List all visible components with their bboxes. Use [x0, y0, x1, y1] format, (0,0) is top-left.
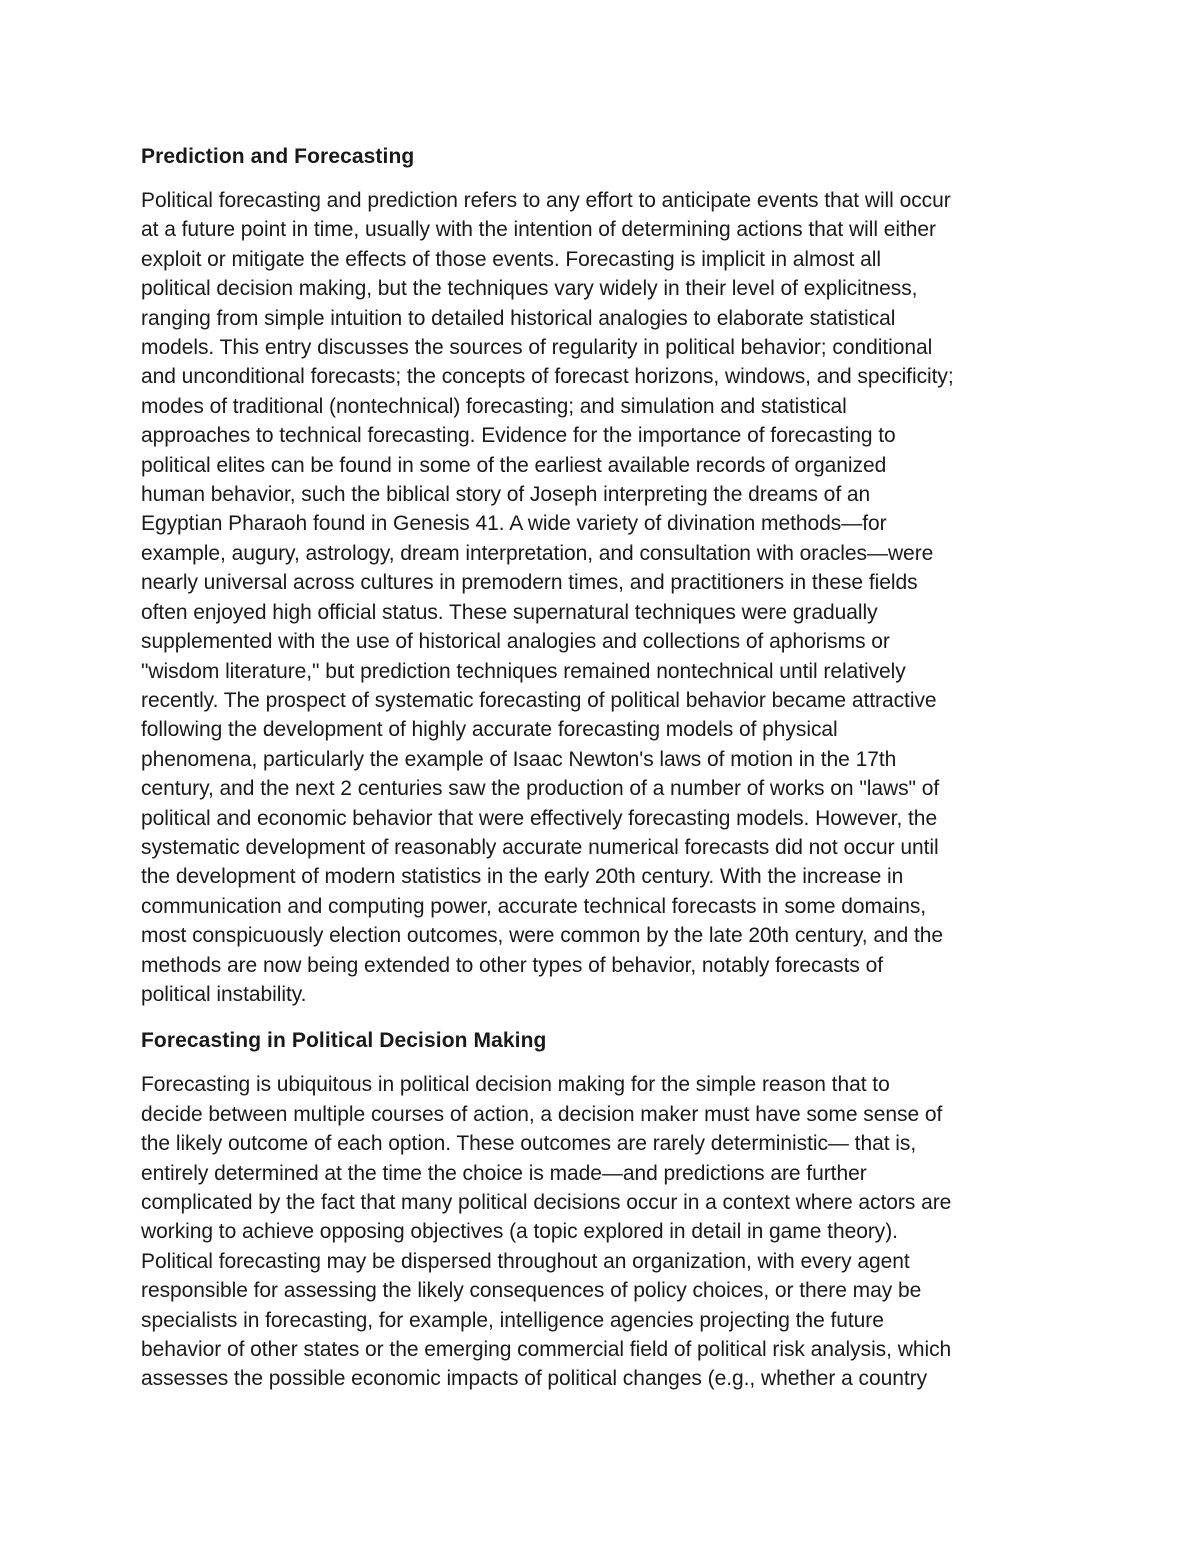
paragraph-line: specialists in forecasting, for example, intelligence agencies projecting the future	[141, 1308, 884, 1332]
paragraph-line: most conspicuously election outcomes, were common by the late 20th century, and the	[141, 924, 944, 948]
paragraph-line: the development of modern statistics in the early 20th century. With the increase in	[141, 865, 904, 889]
paragraph-line: example, augury, astrology, dream interpretation, and consultation with oracles—were	[141, 541, 934, 565]
paragraph-line: the likely outcome of each option. These outcomes are rarely deterministic— that is,	[141, 1132, 917, 1156]
paragraph-line: working to achieve opposing objectives (a topic explored in detail in game theory).	[141, 1220, 898, 1244]
paragraph-line: human behavior, such the biblical story of Joseph interpreting the dreams of an	[141, 483, 871, 507]
paragraph-line: Political forecasting may be dispersed throughout an organization, with every agent	[141, 1249, 910, 1273]
paragraph-line: century, and the next 2 centuries saw the production of a number of works on "laws" of	[141, 777, 940, 801]
paragraph-line: behavior of other states or the emerging commercial field of political risk analysis, which	[141, 1338, 952, 1362]
paragraph-line: communication and computing power, accurate technical forecasts in some domains,	[141, 894, 927, 918]
section-prediction-and-forecasting	[141, 142, 1061, 1009]
paragraph-line: recently. The prospect of systematic forecasting of political behavior became attractive	[141, 688, 937, 712]
paragraph-line: approaches to technical forecasting. Evidence for the importance of forecasting to	[141, 424, 896, 448]
paragraph-line: following the development of highly accurate forecasting models of physical	[141, 718, 838, 742]
section-forecasting-in-political-decision-making	[141, 1026, 1061, 1393]
paragraph-line: Egyptian Pharaoh found in Genesis 41. A wide variety of divination methods—for	[141, 512, 887, 536]
paragraph-line: entirely determined at the time the choice is made—and predictions are further	[141, 1161, 867, 1185]
paragraph-line: Forecasting is ubiquitous in political decision making for the simple reason that to	[141, 1073, 890, 1097]
paragraph-line: political decision making, but the techniques vary widely in their level of explicitness,	[141, 277, 918, 301]
section-heading: Prediction and Forecasting	[141, 145, 415, 168]
paragraph-line: political instability.	[141, 982, 307, 1006]
paragraph-line: complicated by the fact that many political decisions occur in a context where actors are	[141, 1191, 952, 1214]
paragraph-line: phenomena, particularly the example of Isaac Newton's laws of motion in the 17th	[141, 747, 897, 771]
paragraph-line: decide between multiple courses of action, a decision maker must have some sense of	[141, 1102, 943, 1126]
section-paragraph	[141, 186, 1061, 1009]
paragraph-line: nearly universal across cultures in premodern times, and practitioners in these fields	[141, 571, 918, 595]
paragraph-line: often enjoyed high official status. These supernatural techniques were gradually	[141, 600, 878, 624]
paragraph-line: exploit or mitigate the effects of those events. Forecasting is implicit in almost all	[141, 247, 881, 271]
paragraph-line: methods are now being extended to other types of behavior, notably forecasts of	[141, 953, 884, 977]
paragraph-line: "wisdom literature," but prediction techniques remained nontechnical until relatively	[141, 659, 906, 683]
paragraph-line: ranging from simple intuition to detailed historical analogies to elaborate statistical	[141, 306, 896, 330]
paragraph-line: supplemented with the use of historical analogies and collections of aphorisms or	[141, 630, 890, 654]
paragraph-line: and unconditional forecasts; the concepts of forecast horizons, windows, and specificity;	[141, 365, 954, 389]
paragraph-line: assesses the possible economic impacts of political changes (e.g., whether a country	[141, 1367, 928, 1391]
section-heading: Forecasting in Political Decision Making	[141, 1029, 547, 1053]
paragraph-line: Political forecasting and prediction refers to any effort to anticipate events that will occur	[141, 189, 951, 212]
paragraph-line: political elites can be found in some of the earliest available records of organized	[141, 453, 887, 477]
paragraph-line: systematic development of reasonably accurate numerical forecasts did not occur until	[141, 835, 939, 859]
section-paragraph	[141, 1070, 1061, 1393]
paragraph-line: modes of traditional (nontechnical) forecasting; and simulation and statistical	[141, 394, 847, 418]
document-page	[141, 142, 1061, 1411]
paragraph-line: models. This entry discusses the sources of regularity in political behavior; conditional	[141, 336, 933, 360]
paragraph-line: political and economic behavior that were effectively forecasting models. However, the	[141, 806, 938, 830]
paragraph-line: responsible for assessing the likely consequences of policy choices, or there may be	[141, 1279, 922, 1303]
paragraph-line: at a future point in time, usually with the intention of determining actions that will either	[141, 218, 936, 242]
